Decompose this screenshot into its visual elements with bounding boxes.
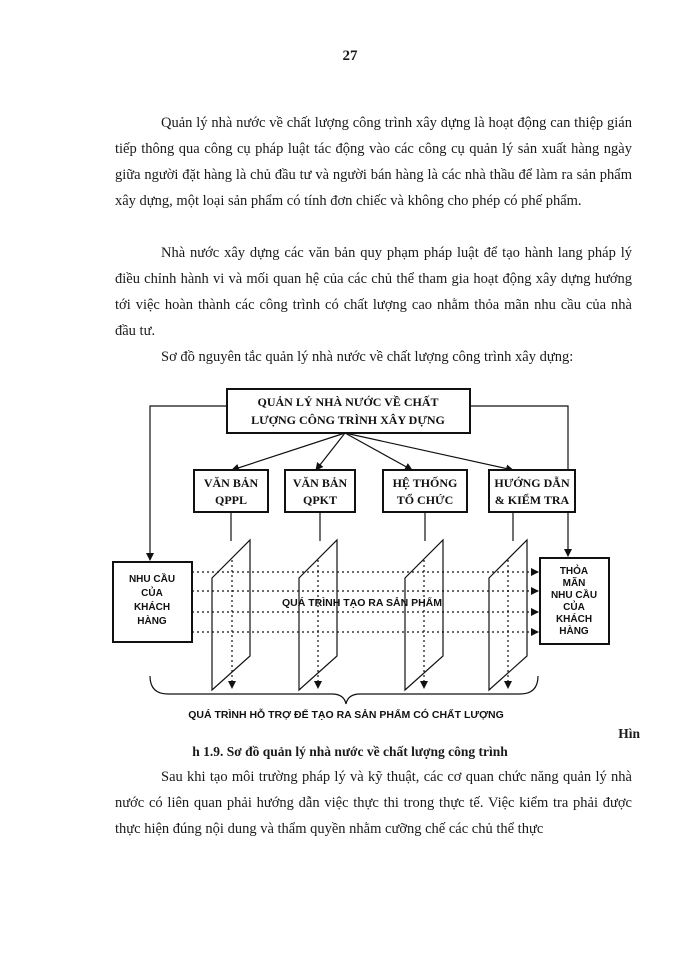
figure-caption: h 1.9. Sơ đồ quản lý nhà nước về chất lượng công trình [192, 744, 508, 759]
support-label: QUÁ TRÌNH HỖ TRỢ ĐỂ TẠO RA SẢN PHẨM CÓ CHẤT LƯỢNG [188, 709, 504, 721]
box-hethong-line-1: HỆ THỐNG [392, 476, 458, 490]
box-qppl-line-2: QPPL [215, 493, 247, 507]
plane-1 [212, 540, 250, 690]
arrow-to-hethong [345, 433, 412, 470]
paragraph-4: Sau khi tạo môi trường pháp lý và kỹ thuật, các cơ quan chức năng quản lý nhà nước có liên quan phải hướng dẫn việc thực thi trong thực tế. Việc kiểm tra phải được thực hiện đúng nội dung và thẩm quyền nhằm cưỡng chế các chủ thể thực [115, 769, 632, 837]
left-box-line-4: HÀNG [137, 616, 167, 627]
box-qppl-line-1: VĂN BẢN [203, 476, 259, 490]
page-number: 27 [342, 48, 358, 64]
arrow-to-huongdan [345, 433, 513, 470]
right-box-line-2: MÃN [562, 578, 586, 589]
left-box-line-1: NHU CẦU [128, 574, 176, 585]
top-box-line-1: QUẢN LÝ NHÀ NƯỚC VỀ CHẤT [257, 395, 439, 409]
caption-fragment: Hìn [618, 726, 640, 741]
process-label: QUÁ TRÌNH TẠO RA SẢN PHẨM [281, 597, 443, 609]
right-box-line-3: NHU CẦU [550, 590, 598, 601]
paragraph-2: Nhà nước xây dựng các văn bản quy phạm pháp luật để tạo hành lang pháp lý điều chỉnh hành vi và mối quan hệ của các chủ thể tham gia hoạt động xây dựng hướng tới việc hoàn thành các công trình có chất lượng cao nhằm thỏa mãn nhu cầu của nhà đầu tư. [115, 245, 632, 339]
right-box-line-4: CỦA [563, 602, 585, 613]
box-qpkt-line-1: VĂN BẢN [292, 476, 348, 490]
right-box-line-1: THỎA [559, 566, 589, 577]
arrow-to-qpkt [316, 433, 345, 470]
paragraph-1: Quản lý nhà nước về chất lượng công trình xây dựng là hoạt động can thiệp gián tiếp thông qua công cụ pháp luật tác động vào các công cụ quản lý sản xuất hàng ngày giữa người đặt hàng là chủ đầu tư và người bán hàng là các nhà thầu để làm ra sản phẩm xây dựng, một loại sản phẩm có tính đơn chiếc và không cho phép có phế phẩm. [115, 115, 632, 209]
right-box-line-5: KHÁCH [555, 614, 593, 625]
support-bracket [150, 676, 538, 704]
box-qpkt-line-2: QPKT [302, 493, 338, 507]
left-box-line-3: KHÁCH [133, 602, 171, 613]
box-huongdan-line-1: HƯỚNG DẪN [494, 476, 570, 490]
arrow-to-qppl [232, 433, 345, 470]
left-box-line-2: CỦA [141, 588, 163, 599]
box-huongdan-line-2: & KIỂM TRA [494, 493, 570, 507]
top-box-line-2: LƯỢNG CÔNG TRÌNH XÂY DỰNG [251, 413, 445, 427]
paragraph-3: Sơ đồ nguyên tắc quản lý nhà nước về chất lượng công trình xây dựng: [161, 349, 574, 365]
right-box-line-6: HÀNG [559, 626, 589, 637]
box-hethong-line-2: TỔ CHỨC [396, 493, 454, 507]
